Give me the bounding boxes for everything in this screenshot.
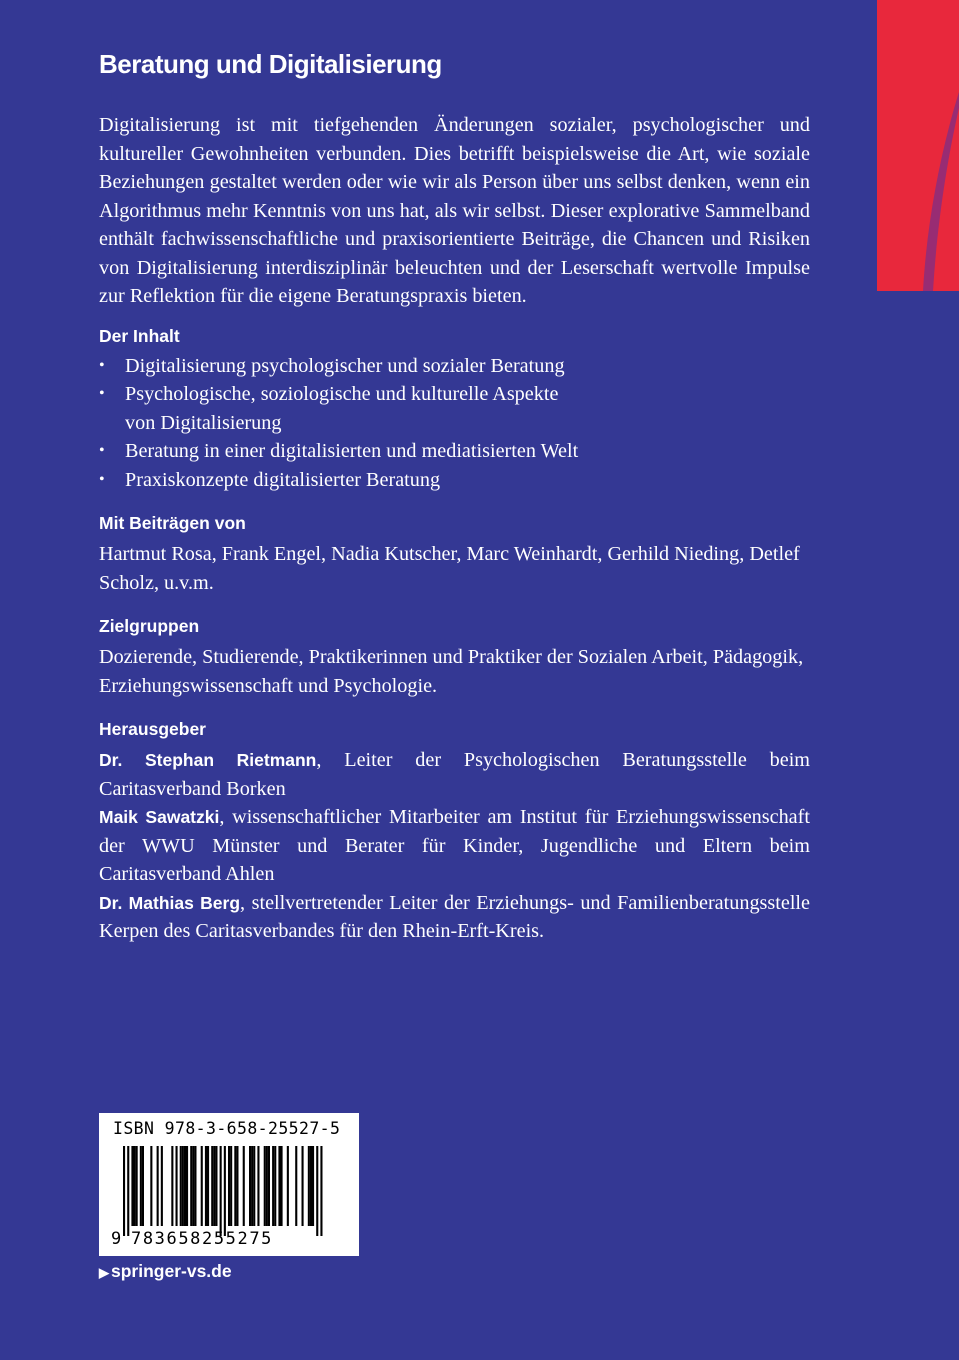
section-zielgruppen	[99, 615, 810, 700]
barcode-bar	[236, 1146, 238, 1226]
isbn-barcode-box	[99, 1113, 359, 1256]
barcode-bar	[134, 1146, 136, 1226]
arrow-right-icon: ▶	[99, 1265, 109, 1280]
barcode	[123, 1146, 335, 1236]
barcode-bar	[127, 1146, 129, 1236]
book-title: Beratung und Digitalisierung	[99, 49, 442, 79]
barcode-bar	[281, 1146, 283, 1226]
barcode-bar	[287, 1146, 289, 1226]
editor-name: Maik Sawatzki	[99, 807, 220, 827]
heading-zielgruppen: Zielgruppen	[99, 616, 200, 636]
barcode-bar	[266, 1146, 268, 1226]
barcode-bar	[224, 1146, 226, 1236]
barcode-bar	[302, 1146, 304, 1226]
intro-paragraph: Digitalisierung ist mit tiefgehenden Änderungen sozialer, psychologischer und kultureller Gewohnheiten verbunden. Dies betrifft beispielsweise die Art, wie soziale Beziehungen gestaltet werden oder wie wir als Person über uns selbst denken, wenn ein Algorithmus mehr Kenntnis von uns hat, als wir selbst. Dieser explorative Sammelband enthält fachwissenschaftliche und praxisorientierte Beiträge, die Chancen und Risiken von Digitalisierung interdisziplinär beleuchten und der Leserschaft wertvolle Impulse zur Reflektion für die eigene Beratungspraxis bieten.	[99, 114, 810, 307]
barcode-bar	[320, 1146, 322, 1236]
barcode-bar	[213, 1146, 215, 1226]
barcode-bar	[131, 1146, 133, 1226]
barcode-bar	[220, 1146, 222, 1236]
barcode-bar	[136, 1146, 138, 1226]
editor-entry: Maik Sawatzki, wissenschaftlicher Mitarbeiter am Institut für Erziehungswissenschaft der WWU Münster und Berater für Kinder, Jugendliche und Eltern beim Caritasverband Ahlen	[99, 806, 810, 885]
bullet-icon: •	[99, 470, 105, 488]
editor-entry: Dr. Mathias Berg, stellvertretender Leiter der Erziehungs- und Familienberatungsstelle Kerpen des Caritasverbandes für den Rhein-Erft-Kreis.	[99, 891, 810, 942]
section-inhalt	[99, 325, 810, 495]
barcode-bar	[253, 1146, 255, 1226]
barcode-bar	[243, 1146, 245, 1226]
heading-inhalt: Der Inhalt	[99, 325, 180, 346]
barcode-bar	[201, 1146, 203, 1226]
barcode-bar	[194, 1146, 196, 1226]
editor-entry: Dr. Stephan Rietmann, Leiter der Psychologischen Beratungsstelle beim Caritasverband Borken	[99, 749, 811, 800]
barcode-bar	[180, 1146, 182, 1226]
zielgruppen-text: Dozierende, Studierende, Praktikerinnen und Praktiker der Sozialen Arbeit, Pädagogik, Erziehungswissenschaft und Psychologie.	[99, 646, 804, 697]
list-item: • Beratung in einer digitalisierten und mediatisierten Welt	[99, 437, 810, 466]
section-beitraege	[99, 512, 810, 597]
list-item: • Praxiskonzepte digitalisierter Beratung	[99, 466, 810, 495]
barcode-bar	[249, 1146, 251, 1226]
bullet-icon: •	[99, 356, 105, 374]
barcode-digits: 783658255275	[131, 1229, 274, 1249]
barcode-bar	[190, 1146, 192, 1226]
heading-herausgeber: Herausgeber	[99, 719, 206, 739]
section-herausgeber	[99, 718, 810, 946]
barcode-bar	[268, 1146, 270, 1226]
inhalt-list	[99, 352, 810, 495]
barcode-bar	[230, 1146, 232, 1226]
barcode-bar	[257, 1146, 259, 1226]
barcode-bar	[176, 1146, 178, 1226]
corner-accent	[877, 0, 959, 291]
barcode-bar	[278, 1146, 280, 1226]
barcode-bar	[161, 1146, 163, 1226]
list-item: • Digitalisierung psychologischer und sozialer Beratung	[99, 352, 810, 381]
isbn-label: ISBN 978-3-658-25527-5	[113, 1119, 341, 1138]
barcode-bar	[251, 1146, 253, 1226]
barcode-bar	[157, 1146, 159, 1226]
barcode-bar	[234, 1146, 236, 1226]
heading-beitraege: Mit Beiträgen von	[99, 513, 246, 533]
barcode-bar	[264, 1146, 266, 1226]
beitraege-text: Hartmut Rosa, Frank Engel, Nadia Kutscher, Marc Weinhardt, Gerhild Nieding, Detlef Scholz, u.v.m.	[99, 543, 800, 594]
editor-name: Dr. Mathias Berg	[99, 892, 241, 913]
bullet-icon: •	[99, 385, 105, 402]
barcode-bar	[295, 1146, 297, 1226]
back-cover-text	[99, 44, 810, 946]
barcode-bar	[123, 1146, 125, 1236]
barcode-bar	[308, 1146, 310, 1226]
barcode-bar	[274, 1146, 276, 1226]
list-item: • Psychologische, soziologische und kulturelle Aspekte von Digitalisierung	[99, 380, 810, 437]
barcode-bar	[205, 1146, 207, 1226]
barcode-bar	[211, 1146, 213, 1226]
barcode-bar	[316, 1146, 318, 1236]
barcode-bar	[171, 1146, 173, 1226]
editor-name: Dr. Stephan Rietmann	[99, 750, 317, 770]
barcode-bar	[272, 1146, 274, 1226]
barcode-bar	[186, 1146, 188, 1226]
barcode-bar	[182, 1146, 184, 1226]
barcode-bar	[310, 1146, 312, 1226]
barcode-bar	[215, 1146, 217, 1226]
barcode-bar	[150, 1146, 152, 1226]
barcode-bar	[142, 1146, 144, 1226]
barcode-bar	[192, 1146, 194, 1226]
barcode-bar	[207, 1146, 209, 1226]
publisher-link[interactable]	[99, 1261, 232, 1282]
barcode-bar	[312, 1146, 314, 1226]
barcode-lead-digit: 9	[111, 1229, 122, 1249]
barcode-bar	[228, 1146, 230, 1226]
barcode-bar	[140, 1146, 142, 1226]
bullet-icon: •	[99, 442, 105, 459]
barcode-bar	[184, 1146, 186, 1226]
publisher-url: springer-vs.de	[111, 1261, 232, 1281]
